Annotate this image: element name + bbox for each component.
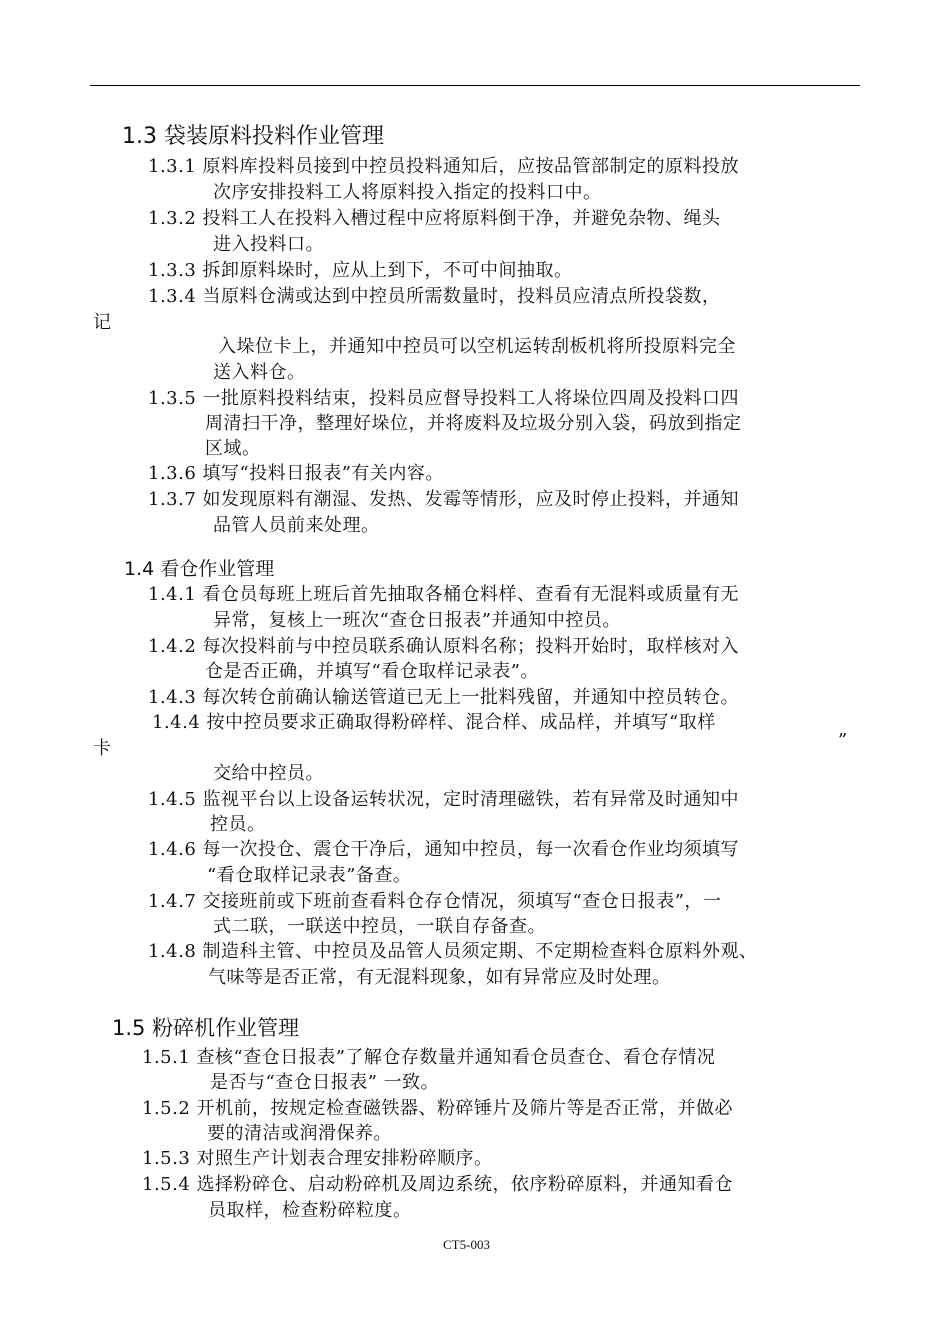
item-1-3-1-line2: 次序安排投料工人将原料投入指定的投料口中。 — [213, 182, 602, 203]
item-1-3-4-line3: 送入料仓。 — [213, 362, 306, 383]
item-1-3-1-line1: 1.3.1 原料库投料员接到中控员投料通知后，应按品管部制定的原料投放 — [148, 156, 740, 177]
item-1-3-2-line1: 1.3.2 投料工人在投料入槽过程中应将原料倒干净，并避免杂物、绳头 — [148, 208, 721, 229]
item-1-5-1-line1: 1.5.1 查核“查仓日报表”了解仓存数量并通知看仓员查仓、看仓存情况 — [142, 1047, 716, 1068]
item-1-4-5-line1: 1.4.5 监视平台以上设备运转状况，定时清理磁铁，若有异常及时通知中 — [148, 789, 740, 810]
item-1-4-1-line2: 异常，复核上一班次“查仓日报表”并通知中控员。 — [213, 610, 621, 631]
item-1-3-4-fragment: 记 — [93, 312, 112, 333]
item-1-4-2-line2: 仓是否正确，并填写“看仓取样记录表”。 — [205, 661, 539, 682]
section-title-1-5: 1.5 粉碎机作业管理 — [112, 1016, 300, 1040]
item-1-3-4-line1: 1.3.4 当原料仓满或达到中控员所需数量时，投料员应清点所投袋数， — [148, 286, 721, 307]
item-1-3-7-line2: 品管人员前来处理。 — [213, 515, 380, 536]
item-1-3-5-line1: 1.3.5 一批原料投料结束，投料员应督导投料工人将垛位四周及投料口四 — [148, 388, 740, 409]
item-1-3-5-line3: 区域。 — [205, 438, 261, 459]
item-1-3-6-line1: 1.3.6 填写“投料日报表”有关内容。 — [148, 463, 444, 484]
item-1-4-3-line1: 1.4.3 每次转仓前确认输送管道已无上一批料残留，并通知中控员转仓。 — [148, 687, 740, 708]
item-1-4-4-line1: 1.4.4 按中控员要求正确取得粉碎样、混合样、成品样，并填写“取样 — [152, 712, 716, 733]
item-1-4-6-line2: “看仓取样记录表”备查。 — [207, 865, 412, 886]
item-1-4-4-fragment-b: ” — [838, 730, 848, 751]
item-1-4-8-line1: 1.4.8 制造科主管、中控员及品管人员须定期、不定期检查料仓原料外观、 — [148, 941, 758, 962]
item-1-4-7-line2: 式二联，一联送中控员，一联自存备查。 — [213, 916, 546, 937]
item-1-4-2-line1: 1.4.2 每次投料前与中控员联系确认原料名称；投料开始时，取样核对入 — [148, 636, 740, 657]
item-1-3-2-line2: 进入投料口。 — [213, 234, 324, 255]
item-1-4-4-line2: 交给中控员。 — [213, 763, 324, 784]
item-1-5-1-line2: 是否与“查仓日报表” 一致。 — [210, 1072, 440, 1093]
item-1-4-5-line2: 控员。 — [210, 814, 266, 835]
item-1-5-4-line2: 员取样，检查粉碎粒度。 — [208, 1200, 412, 1221]
item-1-3-4-line2: 入垛位卡上，并通知中控员可以空机运转刮板机将所投原料完全 — [218, 336, 736, 357]
item-1-3-5-line2: 周清扫干净，整理好垛位，并将废料及垃圾分别入袋，码放到指定 — [205, 413, 742, 434]
item-1-5-3-line1: 1.5.3 对照生产计划表合理安排粉碎顺序。 — [142, 1148, 493, 1169]
item-1-4-8-line2: 气味等是否正常，有无混料现象，如有异常应及时处理。 — [208, 967, 671, 988]
item-1-5-4-line1: 1.5.4 选择粉碎仓、启动粉碎机及周边系统，依序粉碎原料，并通知看仓 — [142, 1174, 734, 1195]
item-1-4-6-line1: 1.4.6 每一次投仓、震仓干净后，通知中控员，每一次看仓作业均须填写 — [148, 839, 740, 860]
item-1-5-2-line1: 1.5.2 开机前，按规定检查磁铁器、粉碎锤片及筛片等是否正常，并做必 — [142, 1098, 734, 1119]
section-title-1-3: 1.3 袋装原料投料作业管理 — [122, 124, 384, 149]
item-1-3-3-line1: 1.3.3 拆卸原料垛时，应从上到下，不可中间抽取。 — [148, 260, 573, 281]
item-1-4-7-line1: 1.4.7 交接班前或下班前查看料仓存仓情况，须填写“查仓日报表”，一 — [148, 891, 722, 912]
item-1-4-4-fragment-a: 卡 — [93, 738, 112, 759]
footer-page-code: CT5-003 — [443, 1237, 490, 1252]
item-1-4-1-line1: 1.4.1 看仓员每班上班后首先抽取各桶仓料样、查看有无混料或质量有无 — [148, 584, 740, 605]
item-1-3-7-line1: 1.3.7 如发现原料有潮湿、发热、发霉等情形，应及时停止投料，并通知 — [148, 489, 740, 510]
header-rule — [90, 85, 860, 86]
item-1-5-2-line2: 要的清洁或润滑保养。 — [207, 1123, 392, 1144]
section-title-1-4: 1.4 看仓作业管理 — [124, 558, 275, 580]
